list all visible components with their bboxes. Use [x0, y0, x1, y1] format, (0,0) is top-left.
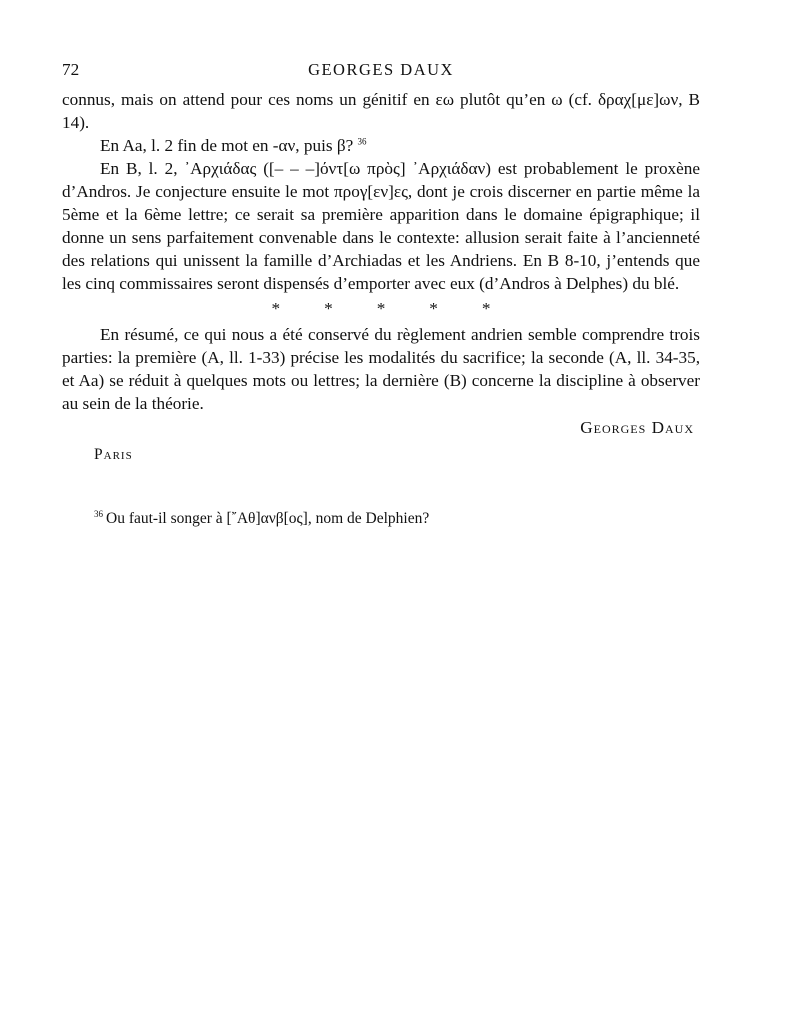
separator-star: * — [481, 299, 491, 318]
place-name: Paris — [94, 446, 133, 463]
paragraph-continuation: connus, mais on attend pour ces noms un génitif en εω plutôt qu’en ω (cf. δραχ[με]ων, B 14). — [62, 90, 700, 132]
author-signature: Georges Daux — [580, 418, 694, 437]
paragraph-summary: En résumé, ce qui nous a été conservé du règlement andrien semble comprendre trois parties: la première (A, ll. 1-33) précise les modalités du sacrifice; la seconde (A, ll. 34-35, et Aa) se réduit à quelques mots ou lettres; la dernière (B) concerne la discipline à observer au sein de la théorie. — [62, 325, 700, 413]
footnote-text: Ou faut-il songer à [῎Αθ]ανβ[ος], nom de Delphien? — [106, 510, 430, 528]
separator-star: * — [324, 299, 333, 318]
paragraph-b: En B, l. 2, ᾿Αρχιάδας ([– – –]όντ[ω πρὸς] ᾿Αρχιάδαν) est probablement le proxène d’Andros. Je conjecture ensuite le mot προγ[εν]ες, dont je crois discerner en partie même la 5ème et la 6ème lettre; ce serait sa première apparition dans le domaine épigraphique; il donne un sens parfaitement convenable dans le contexte: allusion serait faite à l’ancienneté des relations qui unissent la famille d’Archiadas et les Andriens. En B 8-10, j’entends que les cinq commissaires seront dispensés d’emporter avec eux (d’Andros à Delphes) du blé. — [62, 159, 700, 293]
footnote-number: 36 — [94, 509, 103, 519]
separator-star: * — [429, 299, 438, 318]
paragraph-aa-text: En Aa, l. 2 fin de mot en -αν, puis β? — [100, 136, 354, 155]
separator-star: * — [376, 299, 386, 318]
page — [62, 58, 700, 529]
page-header — [62, 58, 700, 82]
running-head: GEORGES DAUX — [308, 60, 454, 79]
footnote-reference: 36 — [357, 136, 367, 147]
footnote — [94, 504, 700, 529]
page-number: 72 — [62, 60, 80, 79]
section-separator — [62, 297, 700, 320]
separator-star: * — [271, 299, 281, 318]
paragraph-aa — [62, 134, 700, 157]
